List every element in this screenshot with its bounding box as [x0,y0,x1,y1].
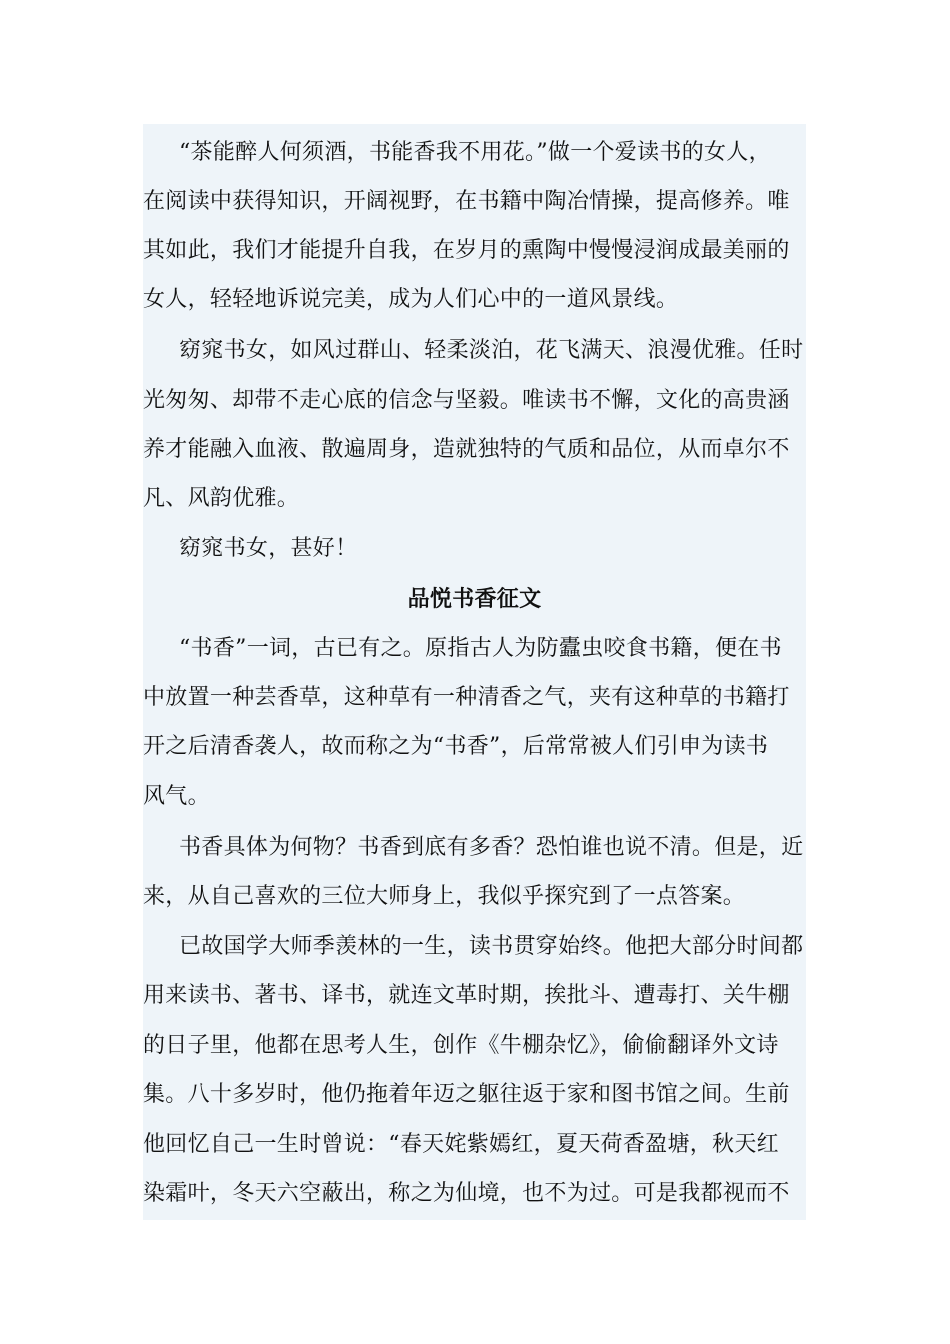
paragraph-line: “茶能醉人何须酒，书能香我不用花。”做一个爱读书的女人， [179,140,771,165]
paragraph-line: 女人，轻轻地诉说完美，成为人们心中的一道风景线。 [143,287,679,312]
paragraph-line: 他回忆自己一生时曾说：“春天姹紫嫣红，夏天荷香盈塘，秋天红 [143,1132,779,1157]
section-title: 品悦书香征文 [407,586,542,612]
paragraph-line: 凡、风韵优雅。 [143,486,300,511]
highlighted-text-block [143,124,806,1220]
paragraph-line: 书香具体为何物？书香到底有多香？恐怕谁也说不清。但是，近 [179,835,804,860]
paragraph-line: 集。八十多岁时，他仍拖着年迈之躯往返于家和图书馆之间。生前 [143,1082,790,1107]
paragraph-line: 窈窕书女，如风过群山、轻柔淡泊，花飞满天、浪漫优雅。任时 [179,338,804,363]
paragraph-line: 光匆匆、却带不走心底的信念与坚毅。唯读书不懈，文化的高贵涵 [143,388,790,413]
paragraph-line: 其如此，我们才能提升自我，在岁月的熏陶中慢慢浸润成最美丽的 [143,238,790,263]
paragraph-line: 的日子里，他都在思考人生，创作《牛棚杂忆》，偷偷翻译外文诗 [143,1033,779,1058]
paragraph-line: 开之后清香袭人，故而称之为“书香”，后常常被人们引申为读书 [143,734,769,759]
paragraph-line: 来，从自己喜欢的三位大师身上，我似乎探究到了一点答案。 [143,884,746,909]
paragraph-line: 养才能融入血液、散遍周身，造就独特的气质和品位，从而卓尔不 [143,437,790,462]
paragraph-line: 已故国学大师季羡林的一生，读书贯穿始终。他把大部分时间都 [179,934,804,959]
paragraph-line: 用来读书、著书、译书，就连文革时期，挨批斗、遭毒打、关牛棚 [143,983,790,1008]
paragraph-line: 在阅读中获得知识，开阔视野，在书籍中陶冶情操，提高修养。唯 [143,189,790,214]
paragraph-line: “书香”一词，古已有之。原指古人为防蠹虫咬食书籍，便在书 [179,636,782,661]
paragraph-line: 窈窕书女，甚好！ [179,536,358,561]
paragraph-line: 中放置一种芸香草，这种草有一种清香之气，夹有这种草的书籍打 [143,685,790,710]
paragraph-line: 染霜叶，冬天六空蔽出，称之为仙境，也不为过。可是我都视而不 [143,1181,790,1206]
paragraph-line: 风气。 [143,784,210,809]
